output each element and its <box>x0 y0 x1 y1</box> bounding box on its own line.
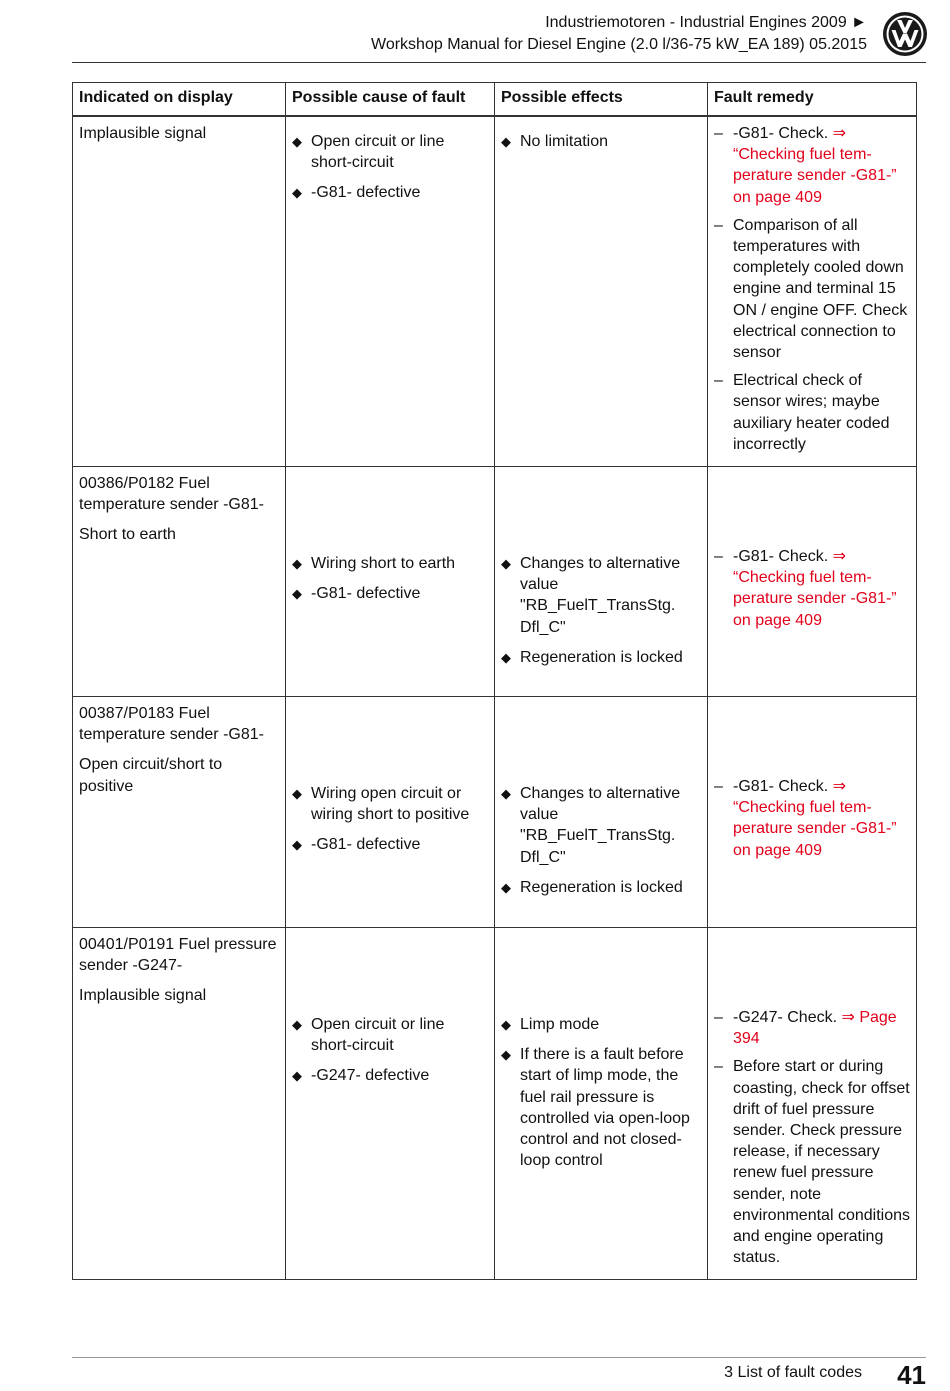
list-item: ◆ Limp mode <box>501 1014 701 1035</box>
list-item: – -G81- Check. ⇒ “Checking fuel temperature sender -G81-” on page 409 <box>714 125 897 206</box>
list-item: – Comparison of all temperatures with completely cooled down engine and terminal 15 ON / engine OFF. Check electrical connection to sensor <box>714 216 908 362</box>
remedy-cell <box>708 928 917 1280</box>
table-row <box>73 697 917 928</box>
diamond-bullet-icon: ◆ <box>501 879 511 895</box>
display-text: Short to earth <box>79 526 176 544</box>
list-item: ◆ Wiring short to earth <box>292 553 488 574</box>
effect-cell <box>495 928 708 1280</box>
table-row <box>73 116 917 467</box>
list-item: ◆ Open circuit or line short-circuit <box>292 133 445 172</box>
header-line-2: Workshop Manual for Diesel Engine (2.0 l/36-75 kW_EA 189) 05.2015 <box>371 36 867 53</box>
list-item: – Before start or during coasting, check for offset drift of fuel pressure sender. Check pressure release, if necessary renew fuel pressure sender, note environmental conditions and engine operating status. <box>714 1058 910 1267</box>
cause-cell <box>286 116 495 467</box>
diamond-bullet-icon: ◆ <box>292 837 302 853</box>
column-header: Possible effects <box>495 83 708 117</box>
list-item: ◆ Regeneration is locked <box>501 647 701 668</box>
list-item: ◆ -G81- defective <box>292 834 488 855</box>
diamond-bullet-icon: ◆ <box>292 1068 302 1084</box>
header-rule <box>72 62 926 63</box>
vw-logo-icon <box>882 11 928 57</box>
list-item: ◆ -G81- defective <box>292 182 488 203</box>
column-header: Fault remedy <box>708 83 917 117</box>
effect-cell <box>495 467 708 697</box>
cause-cell <box>286 928 495 1280</box>
display-cell <box>73 467 286 697</box>
diamond-bullet-icon: ◆ <box>501 1047 511 1063</box>
display-text: Implausible signal <box>79 125 207 142</box>
page-header <box>72 12 867 56</box>
effect-cell <box>495 116 708 467</box>
footer-rule <box>72 1357 926 1358</box>
display-cell <box>73 928 286 1280</box>
table-row <box>73 467 917 697</box>
footer-section-title: 3 List of fault codes <box>724 1364 862 1381</box>
list-item: – -G247- Check. ⇒ Page 394 <box>714 1009 897 1048</box>
diamond-bullet-icon: ◆ <box>501 1017 511 1033</box>
page-link[interactable]: ⇒ “Checking fuel temperature sender -G81-” on page 409 <box>733 778 897 859</box>
diamond-bullet-icon: ◆ <box>501 556 511 572</box>
diamond-bullet-icon: ◆ <box>501 649 511 665</box>
page-link[interactable]: ⇒ Page 394 <box>733 1009 897 1048</box>
list-item: – -G81- Check. ⇒ “Checking fuel temperature sender -G81-” on page 409 <box>714 778 897 859</box>
effect-cell <box>495 697 708 928</box>
list-item: ◆ Open circuit or line short-circuit <box>292 1016 445 1055</box>
header-line-1: Industriemotoren - Industrial Engines 2009 ► <box>545 14 867 31</box>
display-text: 00387/P0183 Fuel temperature sender -G81- <box>79 705 264 744</box>
remedy-cell <box>708 467 917 697</box>
display-text: Implausible signal <box>79 987 207 1005</box>
remedy-cell <box>708 697 917 928</box>
cause-cell <box>286 697 495 928</box>
table-header-row <box>73 83 917 117</box>
diamond-bullet-icon: ◆ <box>292 786 302 802</box>
list-item: ◆ Changes to alternative value "RB_FuelT_TransStg. Dfl_C" <box>501 555 681 636</box>
fault-code-table <box>72 82 917 1280</box>
diamond-bullet-icon: ◆ <box>292 1017 302 1033</box>
diamond-bullet-icon: ◆ <box>292 586 302 602</box>
display-text: 00386/P0182 Fuel temperature sender -G81- <box>79 475 264 514</box>
diamond-bullet-icon: ◆ <box>501 786 511 802</box>
display-text: Open circuit/short to positive <box>79 756 223 795</box>
column-header: Indicated on display <box>73 83 286 117</box>
list-item: ◆ If there is a fault before start of limp mode, the fuel rail pressure is controlled via open-loop control and not closed-loop control <box>501 1046 690 1170</box>
display-text: 00401/P0191 Fuel pressure sender -G247- <box>79 936 277 975</box>
remedy-cell <box>708 116 917 467</box>
diamond-bullet-icon: ◆ <box>292 185 302 201</box>
cause-cell <box>286 467 495 697</box>
list-item: ◆ -G247- defective <box>292 1065 488 1086</box>
diamond-bullet-icon: ◆ <box>292 556 302 572</box>
list-item: ◆ Regeneration is locked <box>501 877 701 898</box>
list-item: ◆ Changes to alternative value "RB_FuelT_TransStg. Dfl_C" <box>501 785 681 866</box>
page-link[interactable]: ⇒ “Checking fuel temperature sender -G81-” on page 409 <box>733 125 897 206</box>
page-link[interactable]: ⇒ “Checking fuel temperature sender -G81-” on page 409 <box>733 548 897 629</box>
list-item: ◆ -G81- defective <box>292 583 488 604</box>
display-cell <box>73 116 286 467</box>
list-item: – Electrical check of sensor wires; maybe auxiliary heater coded incorrectly <box>714 372 890 453</box>
table-row <box>73 928 917 1280</box>
list-item: ◆ No limitation <box>501 131 701 152</box>
page-number: 41 <box>897 1360 926 1390</box>
display-cell <box>73 697 286 928</box>
list-item: ◆ Wiring open circuit or wiring short to positive <box>292 785 470 824</box>
diamond-bullet-icon: ◆ <box>501 134 511 149</box>
column-header: Possible cause of fault <box>286 83 495 117</box>
diamond-bullet-icon: ◆ <box>292 134 302 149</box>
list-item: – -G81- Check. ⇒ “Checking fuel temperature sender -G81-” on page 409 <box>714 548 897 629</box>
